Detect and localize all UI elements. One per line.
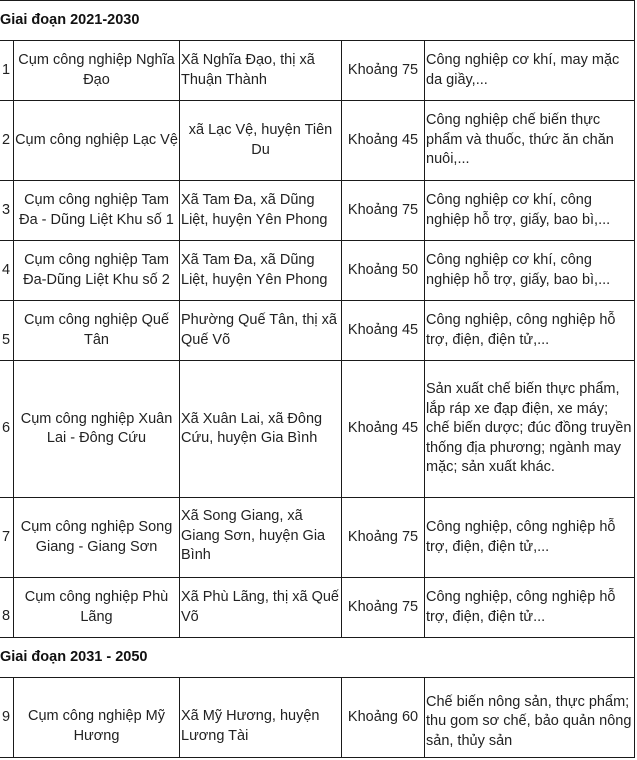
cluster-location: Xã Xuân Lai, xã Đông Cứu, huyện Gia Bình: [180, 361, 342, 498]
table-row: [0, 498, 635, 578]
cluster-industry: Công nghiệp, công nghiệp hỗ trợ, điện, điện tử...: [425, 578, 635, 638]
cluster-location: Xã Song Giang, xã Giang Sơn, huyện Gia Bình: [180, 498, 342, 578]
table-row: [0, 678, 635, 758]
row-number: 3: [0, 181, 14, 241]
cluster-name: Cụm công nghiệp Nghĩa Đạo: [14, 41, 180, 101]
cluster-location: Xã Nghĩa Đạo, thị xã Thuận Thành: [180, 41, 342, 101]
cluster-name: Cụm công nghiệp Song Giang - Giang Sơn: [14, 498, 180, 578]
cluster-name: Cụm công nghiệp Tam Đa-Dũng Liệt Khu số 2: [14, 241, 180, 301]
table-row: [0, 361, 635, 498]
cluster-industry: Công nghiệp cơ khí, công nghiệp hỗ trợ, giấy, bao bì,...: [425, 241, 635, 301]
table-row: [0, 101, 635, 181]
cluster-name: Cụm công nghiệp Lạc Vệ: [14, 101, 180, 181]
row-number: 5: [0, 301, 14, 361]
section-title: Giai đoạn 2031 - 2050: [0, 638, 635, 678]
cluster-area: Khoảng 45: [342, 361, 425, 498]
table-row: [0, 41, 635, 101]
row-number: 7: [0, 498, 14, 578]
cluster-area: Khoảng 45: [342, 301, 425, 361]
cluster-area: Khoảng 60: [342, 678, 425, 758]
cluster-name: Cụm công nghiệp Mỹ Hương: [14, 678, 180, 758]
cluster-name: Cụm công nghiệp Phù Lãng: [14, 578, 180, 638]
row-number: 6: [0, 361, 14, 498]
cluster-industry: Công nghiệp, công nghiệp hỗ trợ, điện, điện tử,...: [425, 301, 635, 361]
cluster-location: Xã Tam Đa, xã Dũng Liệt, huyện Yên Phong: [180, 181, 342, 241]
row-number: 8: [0, 578, 14, 638]
cluster-industry: Công nghiệp cơ khí, công nghiệp hỗ trợ, giấy, bao bì,...: [425, 181, 635, 241]
cluster-name: Cụm công nghiệp Xuân Lai - Đông Cứu: [14, 361, 180, 498]
cluster-area: Khoảng 75: [342, 578, 425, 638]
cluster-industry: Sản xuất chế biến thực phẩm, lắp ráp xe đạp điện, xe máy; chế biến dược; đúc đồng truyền thống địa phương; ngành may mặc; sản xuất khác.: [425, 361, 635, 498]
cluster-area: Khoảng 50: [342, 241, 425, 301]
row-number: 9: [0, 678, 14, 758]
table-row: [0, 241, 635, 301]
cluster-industry: Công nghiệp, công nghiệp hỗ trợ, điện, điện tử,...: [425, 498, 635, 578]
table-row: [0, 578, 635, 638]
row-number: 1: [0, 41, 14, 101]
cluster-area: Khoảng 75: [342, 498, 425, 578]
cluster-name: Cụm công nghiệp Quế Tân: [14, 301, 180, 361]
table-row: [0, 181, 635, 241]
cluster-location: Xã Phù Lãng, thị xã Quế Võ: [180, 578, 342, 638]
row-number: 2: [0, 101, 14, 181]
cluster-area: Khoảng 75: [342, 181, 425, 241]
section-header-row: [0, 1, 635, 41]
cluster-area: Khoảng 45: [342, 101, 425, 181]
section-title: Giai đoạn 2021-2030: [0, 1, 635, 41]
cluster-industry: Chế biến nông sản, thực phẩm; thu gom sơ chế, bảo quản nông sản, thủy sản: [425, 678, 635, 758]
cluster-location: Phường Quế Tân, thị xã Quế Võ: [180, 301, 342, 361]
cluster-location: Xã Mỹ Hương, huyện Lương Tài: [180, 678, 342, 758]
cluster-name: Cụm công nghiệp Tam Đa - Dũng Liệt Khu số 1: [14, 181, 180, 241]
cluster-industry: Công nghiệp chế biến thực phẩm và thuốc, thức ăn chăn nuôi,...: [425, 101, 635, 181]
table-row: [0, 301, 635, 361]
section-header-row: [0, 638, 635, 678]
cluster-location: xã Lạc Vệ, huyện Tiên Du: [180, 101, 342, 181]
cluster-industry: Công nghiệp cơ khí, may mặc da giầy,...: [425, 41, 635, 101]
row-number: 4: [0, 241, 14, 301]
cluster-location: Xã Tam Đa, xã Dũng Liệt, huyện Yên Phong: [180, 241, 342, 301]
cluster-area: Khoảng 75: [342, 41, 425, 101]
